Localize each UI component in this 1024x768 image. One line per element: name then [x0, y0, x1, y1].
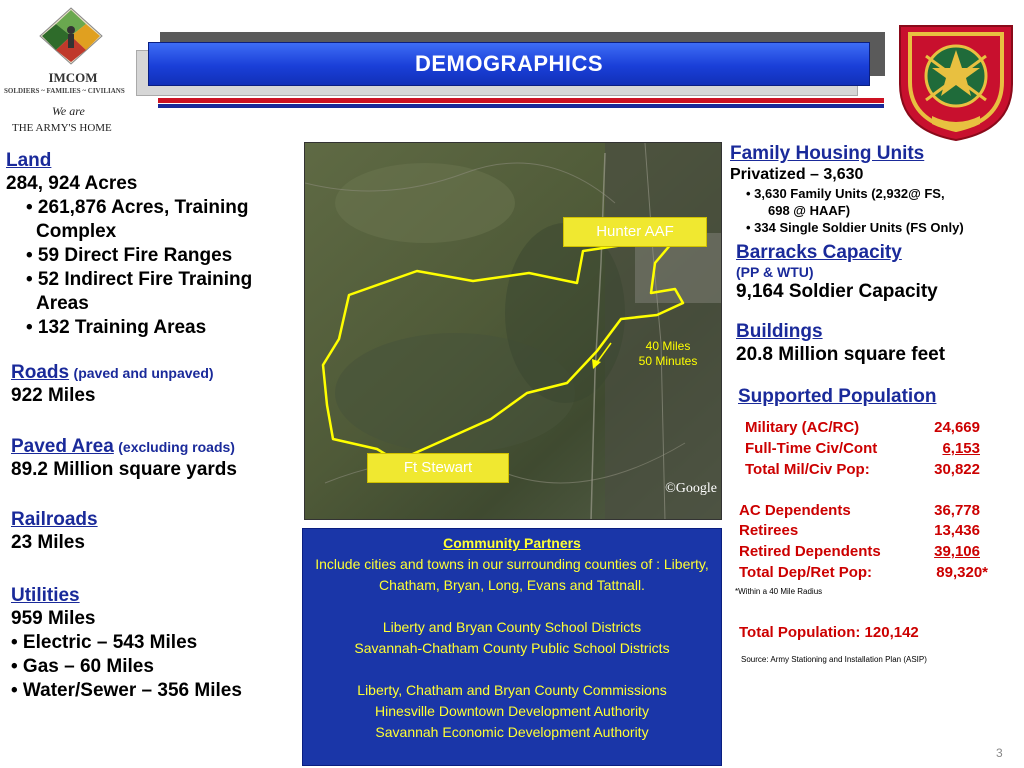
community-partners-box — [302, 528, 722, 766]
land-total: 284, 924 Acres — [6, 173, 138, 194]
paved-note: (excluding roads) — [118, 439, 235, 455]
total-population: Total Population: 120,142 — [739, 624, 919, 641]
distance-miles: 40 Miles — [645, 339, 691, 353]
population-title-wrap — [738, 386, 1020, 408]
imcom-name: IMCOM — [48, 70, 98, 85]
pop-value: 89,320* — [936, 564, 988, 581]
land-bullet: • 132 Training Areas — [26, 317, 207, 338]
pop-label: Military (AC/RC) — [745, 419, 860, 436]
spacer — [303, 596, 721, 617]
imcom-we-are: We are — [52, 104, 85, 118]
pop-value: 30,822 — [934, 461, 980, 478]
pop-value: 36,778 — [934, 502, 980, 519]
buildings-value: 20.8 Million square feet — [736, 344, 946, 365]
land-bullet: • 52 Indirect Fire Training Areas — [26, 269, 253, 314]
rail-section — [11, 509, 303, 555]
pop-label: Total Dep/Ret Pop: — [739, 564, 873, 581]
buildings-section — [736, 321, 1020, 367]
land-bullet: • 261,876 Acres, Training Complex — [26, 197, 249, 242]
utilities-section — [11, 585, 303, 703]
page-title: DEMOGRAPHICS — [414, 51, 604, 76]
community-line: Hinesville Downtown Development Authority — [375, 703, 649, 719]
roads-section — [11, 362, 303, 408]
distance-minutes: 50 Minutes — [638, 354, 698, 368]
pop-value: 6,153 — [942, 440, 980, 457]
housing-bullet: • 334 Single Soldier Units (FS Only) — [746, 220, 964, 235]
housing-bullet-cont: 698 @ HAAF) — [768, 203, 851, 218]
housing-bullet: • 3,630 Family Units (2,932@ FS, — [746, 186, 945, 201]
hunter-aaf-label: Hunter AAF — [563, 217, 707, 247]
housing-privatized: Privatized – 3,630 — [730, 166, 864, 183]
pop-value: 39,106 — [934, 543, 980, 560]
barracks-sub: (PP & WTU) — [736, 264, 814, 280]
housing-title: Family Housing Units — [730, 143, 925, 164]
pop-value: 13,436 — [934, 522, 980, 539]
population-title: Supported Population — [738, 386, 937, 407]
title-stripe-blue — [158, 104, 884, 108]
pop-label: AC Dependents — [739, 502, 851, 519]
title-stripe-red — [158, 98, 884, 103]
land-title: Land — [6, 150, 52, 171]
community-title: Community Partners — [443, 535, 581, 551]
imcom-tagline: SOLDIERS ~ FAMILIES ~ CIVILIANS — [4, 87, 125, 95]
page-number: 3 — [996, 746, 1003, 760]
housing-section — [730, 143, 1020, 236]
population-source: Source: Army Stationing and Installation Plan (ASIP) — [741, 655, 927, 664]
barracks-title: Barracks Capacity — [736, 242, 902, 263]
utilities-title: Utilities — [11, 585, 80, 606]
ft-stewart-label: Ft Stewart — [367, 453, 509, 483]
pop-label: Retired Dependents — [739, 543, 881, 560]
satellite-map — [304, 142, 722, 520]
roads-title: Roads — [11, 362, 70, 383]
buildings-title: Buildings — [736, 321, 823, 342]
land-bullet: • 59 Direct Fire Ranges — [26, 245, 233, 266]
left-column — [6, 150, 301, 340]
sustainment-insignia-icon — [896, 20, 1016, 142]
paved-value: 89.2 Million square yards — [11, 459, 237, 480]
title-bar — [148, 42, 870, 86]
community-line: Savannah Economic Development Authority — [375, 724, 649, 740]
pop-label: Retirees — [739, 522, 799, 539]
community-line: Savannah-Chatham County Public School Districts — [354, 640, 670, 656]
utilities-bullet: • Water/Sewer – 356 Miles — [11, 680, 242, 701]
barracks-section — [736, 242, 1020, 304]
rail-value: 23 Miles — [11, 532, 85, 553]
population-footnote: *Within a 40 Mile Radius — [735, 587, 823, 596]
imcom-home: THE ARMY'S HOME — [12, 122, 112, 134]
paved-title: Paved Area — [11, 436, 114, 457]
pop-label: Total Mil/Civ Pop: — [745, 461, 870, 478]
roads-value: 922 Miles — [11, 385, 96, 406]
utilities-bullet: • Electric – 543 Miles — [11, 632, 198, 653]
paved-section — [11, 436, 303, 482]
community-line: Liberty and Bryan County School Districts — [382, 619, 642, 635]
roads-note: (paved and unpaved) — [73, 365, 214, 381]
community-paragraph: Include cities and towns in our surrounding counties of : Liberty, Chatham, Bryan, Long, Evans and Tattnall. — [315, 556, 709, 593]
google-watermark: ©Google — [665, 481, 717, 496]
barracks-value: 9,164 Soldier Capacity — [736, 281, 938, 302]
community-line: Liberty, Chatham and Bryan County Commissions — [357, 682, 667, 698]
imcom-logo — [4, 4, 142, 138]
pop-label: Full-Time Civ/Cont — [745, 440, 878, 457]
spacer — [303, 659, 721, 680]
imcom-emblem-icon — [36, 6, 106, 66]
utilities-value: 959 Miles — [11, 608, 96, 629]
utilities-bullet: • Gas – 60 Miles — [11, 656, 154, 677]
pop-value: 24,669 — [934, 419, 980, 436]
rail-title: Railroads — [11, 509, 98, 530]
